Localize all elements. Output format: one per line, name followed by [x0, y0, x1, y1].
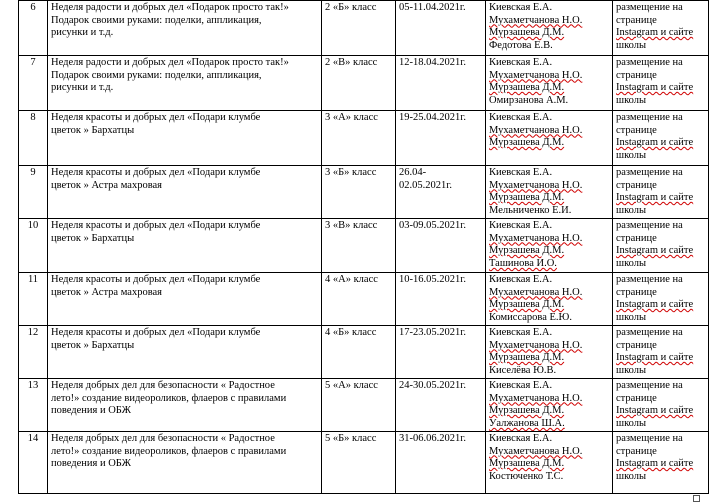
responsible-line: Мухаметчанова Н.О. [489, 124, 583, 136]
row-number-cell [19, 219, 48, 273]
dates-line: 03-09.05.2021г. [399, 220, 466, 231]
row-number: 8 [30, 112, 36, 123]
note-line: странице [616, 392, 657, 404]
responsible-line: Мухаметчанова Н.О. [489, 445, 583, 457]
row-number: 13 [27, 380, 39, 391]
note-cell [613, 326, 709, 379]
responsible-line: Омирзанова А.М. [489, 94, 569, 106]
responsible-line: Мухаметчанова Н.О. [489, 14, 583, 26]
note-line: школы [616, 204, 647, 216]
row-number-cell [19, 326, 48, 379]
note-cell [613, 166, 709, 219]
dates-cell [396, 166, 486, 219]
row-number: 14 [27, 433, 39, 444]
table-row [19, 1, 709, 56]
events-table [18, 0, 709, 494]
note-line: Instagram и сайте [616, 245, 694, 257]
dates-line: 05-11.04.2021г. [399, 2, 466, 13]
responsible-line: Мухаметчанова Н.О. [489, 232, 583, 244]
note-line: школы [616, 470, 647, 482]
dates-line: 31-06.06.2021г. [399, 433, 466, 444]
row-number: 11 [27, 274, 39, 285]
event-line: цветок » Бархатцы [51, 232, 135, 244]
row-number-cell [19, 432, 48, 494]
table-resize-handle-icon[interactable] [693, 495, 700, 502]
note-line: школы [616, 257, 647, 269]
responsible-line: Киевская Е.А. [489, 274, 553, 285]
table-row [19, 432, 709, 494]
dates-line: 24-30.05.2021г. [399, 380, 466, 391]
row-number-cell [19, 1, 48, 56]
dates-cell [396, 273, 486, 326]
event-cell [48, 432, 322, 494]
event-line: лето!» создание видеороликов, флаеров с правилами [51, 445, 287, 457]
responsible-line: Киселёва Ю.В. [489, 364, 557, 376]
class-cell [322, 219, 396, 273]
event-line: Неделя красоты и добрых дел «Подари клумбе [51, 274, 261, 285]
responsible-cell [486, 1, 613, 56]
table-row [19, 56, 709, 111]
dates-cell [396, 1, 486, 56]
dates-cell [396, 326, 486, 379]
note-line: школы [616, 364, 647, 376]
row-number: 9 [30, 167, 36, 178]
responsible-line: Костюченко Т.С. [489, 470, 564, 482]
events-table-body [19, 1, 709, 494]
event-line: Подарок своими руками: поделки, аппликация, [51, 69, 262, 81]
responsible-line: Киевская Е.А. [489, 112, 553, 123]
note-line: Instagram и сайте [616, 299, 694, 311]
event-line: Подарок своими руками: поделки, аппликация, [51, 14, 262, 26]
note-cell [613, 273, 709, 326]
note-line: школы [616, 94, 647, 106]
responsible-line: Мурзашева Д.М. [489, 245, 565, 257]
note-line: странице [616, 179, 657, 191]
event-line: рисунки и т.д. [51, 27, 114, 39]
responsible-cell [486, 432, 613, 494]
responsible-line: Мурзашева Д.М. [489, 82, 565, 94]
responsible-line: Мурзашева Д.М. [489, 299, 565, 311]
class-cell [322, 379, 396, 432]
dates-cell [396, 56, 486, 111]
event-line: Неделя добрых дел для безопасности « Радостное [51, 380, 275, 391]
row-number-cell [19, 273, 48, 326]
note-line: странице [616, 286, 657, 298]
note-cell [613, 379, 709, 432]
responsible-line: Мухаметчанова Н.О. [489, 392, 583, 404]
event-line: поведения и ОБЖ [51, 405, 131, 417]
note-line: Instagram и сайте [616, 27, 694, 39]
event-cell [48, 111, 322, 166]
table-row [19, 166, 709, 219]
note-line: странице [616, 445, 657, 457]
note-line: размещение на [616, 112, 683, 123]
responsible-cell [486, 56, 613, 111]
responsible-line: Мурзашева Д.М. [489, 405, 565, 417]
note-cell [613, 111, 709, 166]
event-line: Неделя добрых дел для безопасности « Радостное [51, 433, 275, 444]
note-line: размещение на [616, 380, 683, 391]
row-number-cell [19, 111, 48, 166]
note-line: странице [616, 339, 657, 351]
class-name: 3 «А» класс [325, 112, 378, 123]
responsible-line: Киевская Е.А. [489, 57, 553, 68]
class-name: 4 «Б» класс [325, 327, 377, 338]
event-cell [48, 379, 322, 432]
responsible-line: Киевская Е.А. [489, 2, 553, 13]
responsible-cell [486, 273, 613, 326]
responsible-line: Мельниченко Е.И. [489, 204, 572, 216]
row-number: 10 [27, 220, 39, 231]
note-line: Instagram и сайте [616, 352, 694, 364]
class-name: 3 «Б» класс [325, 167, 377, 178]
note-line: размещение на [616, 57, 683, 68]
dates-line: 12-18.04.2021г. [399, 57, 466, 68]
note-line: Instagram и сайте [616, 192, 694, 204]
class-name: 5 «Б» класс [325, 433, 377, 444]
note-line: странице [616, 69, 657, 81]
event-line: рисунки и т.д. [51, 82, 114, 94]
note-line: Instagram и сайте [616, 137, 694, 149]
class-name: 2 «Б» класс [325, 2, 377, 13]
responsible-cell [486, 326, 613, 379]
note-line: размещение на [616, 274, 683, 285]
class-cell [322, 432, 396, 494]
class-cell [322, 1, 396, 56]
dates-line: 19-25.04.2021г. [399, 112, 466, 123]
event-cell [48, 56, 322, 111]
note-cell [613, 219, 709, 273]
responsible-line: Мурзашева Д.М. [489, 192, 565, 204]
dates-cell [396, 219, 486, 273]
class-cell [322, 326, 396, 379]
responsible-cell [486, 219, 613, 273]
note-line: школы [616, 149, 647, 161]
responsible-line: Мухаметчанова Н.О. [489, 69, 583, 81]
note-line: Instagram и сайте [616, 458, 694, 470]
dates-cell [396, 111, 486, 166]
note-line: размещение на [616, 220, 683, 231]
note-line: странице [616, 124, 657, 136]
responsible-line: Мурзашева Д.М. [489, 352, 565, 364]
responsible-cell [486, 379, 613, 432]
responsible-line: Киевская Е.А. [489, 167, 553, 178]
note-line: размещение на [616, 167, 683, 178]
event-line: Неделя красоты и добрых дел «Подари клумбе [51, 220, 261, 231]
event-line: цветок » Астра махровая [51, 286, 163, 298]
row-number-cell [19, 166, 48, 219]
responsible-line: Мухаметчанова Н.О. [489, 286, 583, 298]
note-line: размещение на [616, 327, 683, 338]
event-cell [48, 1, 322, 56]
note-line: школы [616, 417, 647, 429]
dates-cell [396, 379, 486, 432]
responsible-line: Комиссарова Е.Ю. [489, 311, 572, 323]
responsible-cell [486, 111, 613, 166]
class-cell [322, 111, 396, 166]
responsible-line: Киевская Е.А. [489, 327, 553, 338]
event-line: Неделя радости и добрых дел «Подарок просто так!» [51, 2, 289, 13]
note-line: размещение на [616, 433, 683, 444]
table-row [19, 111, 709, 166]
dates-line: 02.05.2021г. [399, 179, 452, 191]
row-number-cell [19, 379, 48, 432]
responsible-line: Киевская Е.А. [489, 380, 553, 391]
note-cell [613, 56, 709, 111]
responsible-cell [486, 166, 613, 219]
table-row [19, 379, 709, 432]
class-cell [322, 166, 396, 219]
event-line: цветок » Бархатцы [51, 339, 135, 351]
event-line: Неделя красоты и добрых дел «Подари клумбе [51, 112, 261, 123]
table-row [19, 219, 709, 273]
responsible-line: Мухаметчанова Н.О. [489, 339, 583, 351]
class-name: 3 «В» класс [325, 220, 378, 231]
class-cell [322, 56, 396, 111]
note-line: странице [616, 14, 657, 26]
class-cell [322, 273, 396, 326]
responsible-line: Мурзашева Д.М. [489, 458, 565, 470]
dates-line: 26.04- [399, 167, 427, 178]
table-row [19, 273, 709, 326]
note-line: странице [616, 232, 657, 244]
note-cell [613, 432, 709, 494]
event-line: цветок » Бархатцы [51, 124, 135, 136]
row-number: 7 [30, 57, 36, 68]
note-cell [613, 1, 709, 56]
event-line: цветок » Астра махровая [51, 179, 163, 191]
event-line: поведения и ОБЖ [51, 458, 131, 470]
row-number: 12 [27, 327, 39, 338]
responsible-line: Мурзашева Д.М. [489, 27, 565, 39]
class-name: 2 «В» класс [325, 57, 378, 68]
event-line: лето!» создание видеороликов, флаеров с правилами [51, 392, 287, 404]
row-number-cell [19, 56, 48, 111]
event-line: Неделя красоты и добрых дел «Подари клумбе [51, 327, 261, 338]
note-line: школы [616, 39, 647, 51]
event-cell [48, 326, 322, 379]
note-line: Instagram и сайте [616, 405, 694, 417]
event-cell [48, 219, 322, 273]
responsible-line: Федотова Е.В. [489, 39, 553, 51]
class-name: 4 «А» класс [325, 274, 378, 285]
note-line: размещение на [616, 2, 683, 13]
responsible-line: Киевская Е.А. [489, 433, 553, 444]
event-line: Неделя радости и добрых дел «Подарок просто так!» [51, 57, 289, 68]
row-number: 6 [30, 2, 36, 13]
dates-line: 17-23.05.2021г. [399, 327, 466, 338]
note-line: школы [616, 311, 647, 323]
class-name: 5 «А» класс [325, 380, 378, 391]
responsible-line: Уалжанова Ш.А. [489, 417, 565, 429]
table-row [19, 326, 709, 379]
event-line: Неделя красоты и добрых дел «Подари клумбе [51, 167, 261, 178]
event-cell [48, 273, 322, 326]
event-cell [48, 166, 322, 219]
responsible-line: Ташинова И.О. [489, 257, 557, 269]
dates-cell [396, 432, 486, 494]
note-line: Instagram и сайте [616, 82, 694, 94]
responsible-line: Мурзашева Д.М. [489, 137, 565, 149]
document-page [18, 0, 708, 503]
dates-line: 10-16.05.2021г. [399, 274, 466, 285]
responsible-line: Мухаметчанова Н.О. [489, 179, 583, 191]
responsible-line: Киевская Е.А. [489, 220, 553, 231]
